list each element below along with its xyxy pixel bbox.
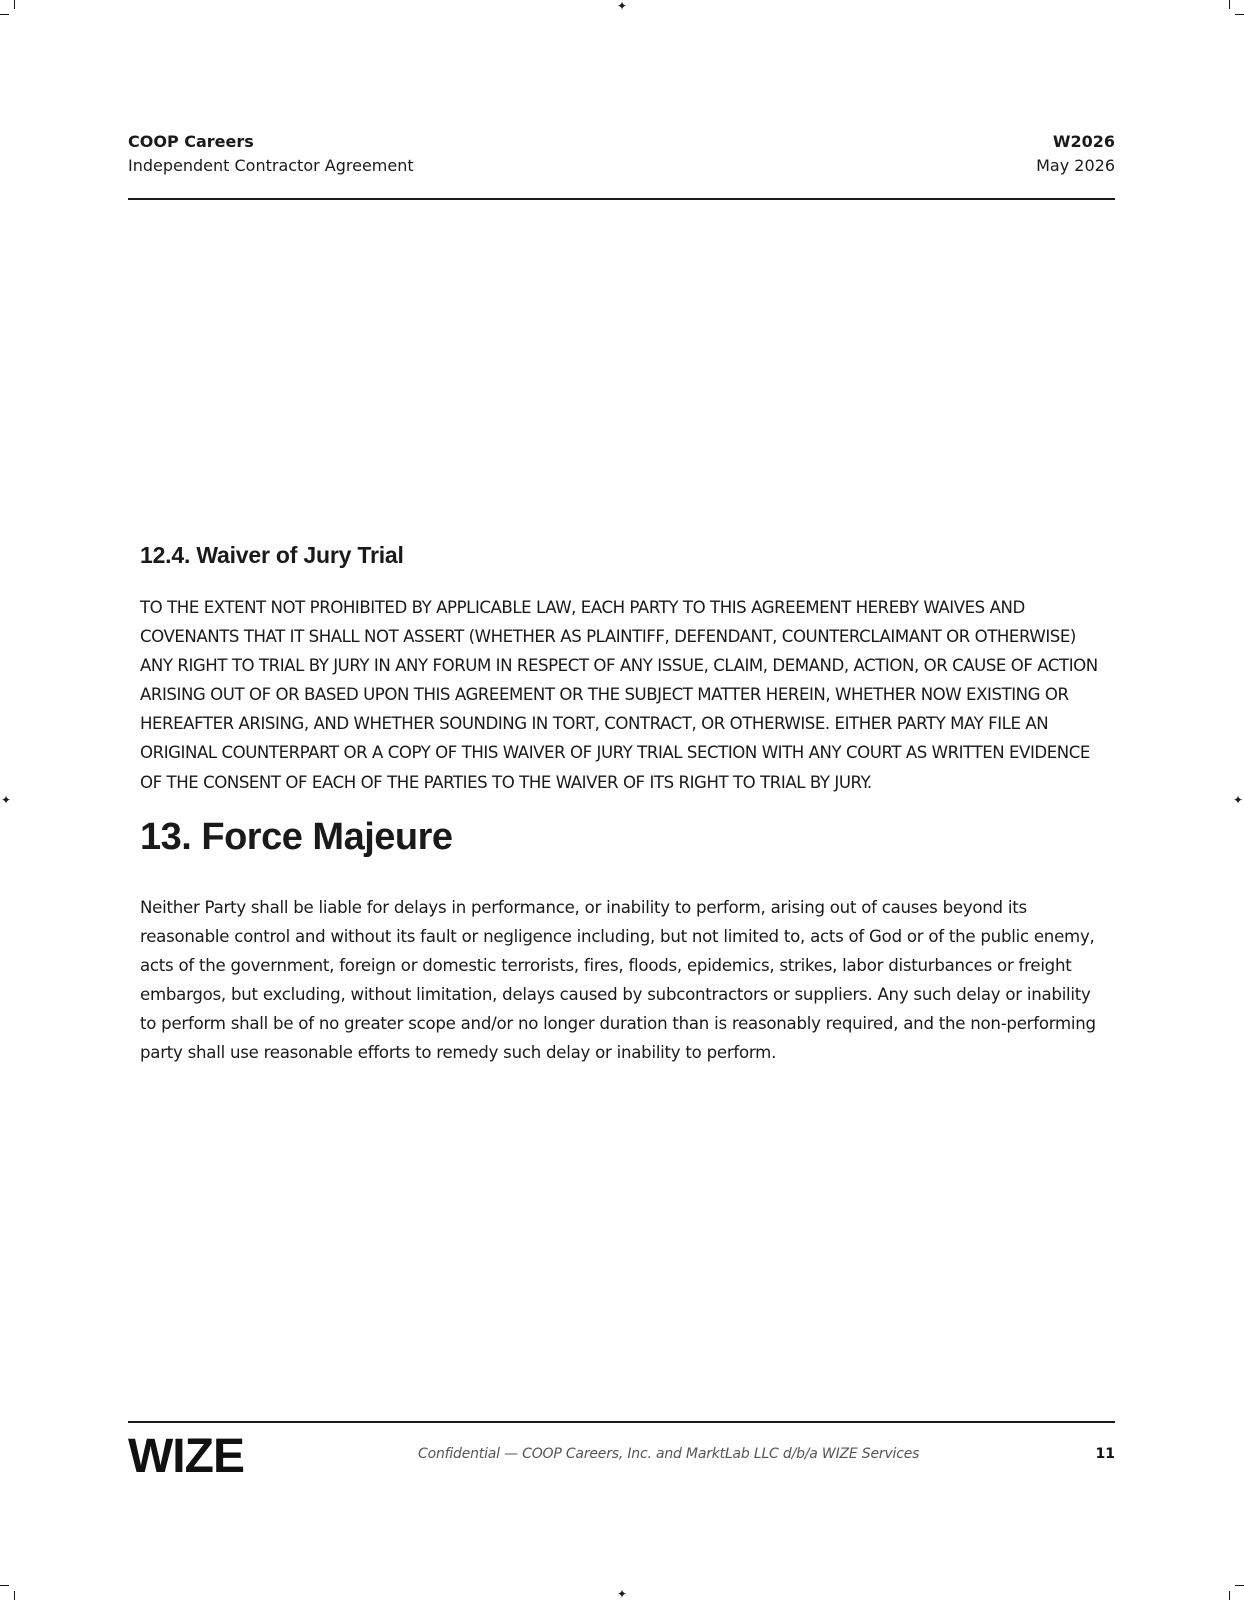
document-date: May 2026 [1036, 156, 1115, 175]
crop-mark-bottom-left-v [14, 1591, 15, 1600]
crop-mark-bottom-right-v [1229, 1591, 1230, 1600]
registration-mark-bottom: ✦ [616, 1587, 628, 1601]
header-right [1036, 130, 1115, 178]
registration-mark-left: ✦ [0, 793, 12, 807]
crop-mark-top-left-h [0, 14, 9, 15]
header-left [128, 130, 414, 178]
registration-mark-right: ✦ [1232, 793, 1244, 807]
document-code: W2026 [1052, 132, 1115, 151]
crop-mark-bottom-right-h [1235, 1585, 1244, 1586]
document-title: Independent Contractor Agreement [128, 156, 414, 175]
page-footer [128, 1421, 1115, 1481]
crop-mark-top-right-h [1235, 14, 1244, 15]
confidential-note: Confidential — COOP Careers, Inc. and MarktLab LLC d/b/a WIZE Services [418, 1446, 920, 1462]
section-12-4-heading: 12.4. Waiver of Jury Trial [140, 542, 404, 568]
registration-mark-top: ✦ [616, 0, 628, 13]
page-header [128, 130, 1115, 200]
wize-logo: WIZE [128, 1430, 244, 1483]
section-13-text: Neither Party shall be liable for delays in performance, or inability to perform, arising out of causes beyond its reasonable control and without its fault or negligence including, but not limited to, acts of God or of the public enemy, acts of the government, foreign or domestic terrorists, fires, floods, epidemics, strikes, labor disturbances or freight embargos, but excluding, without limitation, delays caused by subcontractors or suppliers. Any such delay or inability to perform shall be of no greater scope and/or no longer duration than is reasonably required, and the non-performing party shall use reasonable efforts to remedy such delay or inability to perform. [140, 897, 1096, 1063]
page-number: 11 [1095, 1446, 1115, 1462]
crop-mark-bottom-left-h [0, 1585, 9, 1586]
crop-mark-top-right-v [1229, 0, 1230, 9]
page-content [140, 538, 1104, 1067]
company-name: COOP Careers [128, 132, 254, 151]
section-12-4-text: TO THE EXTENT NOT PROHIBITED BY APPLICABLE LAW, EACH PARTY TO THIS AGREEMENT HEREBY WAIVES AND COVENANTS THAT IT SHALL NOT ASSERT (WHETHER AS PLAINTIFF, DEFENDANT, COUNTERCLAIMANT OR OTHERWISE) ANY RIGHT TO TRIAL BY JURY IN ANY FORUM IN RESPECT OF ANY ISSUE, CLAIM, DEMAND, ACTION, OR CAUSE OF ACTION ARISING OUT OF OR BASED UPON THIS AGREEMENT OR THE SUBJECT MATTER HEREIN, WHETHER NOW EXISTING OR HEREAFTER ARISING, AND WHETHER SOUNDING IN TORT, CONTRACT, OR OTHERWISE. EITHER PARTY MAY FILE AN ORIGINAL COUNTERPART OR A COPY OF THIS WAIVER OF JURY TRIAL SECTION WITH ANY COURT AS WRITTEN EVIDENCE OF THE CONSENT OF EACH OF THE PARTIES TO THE WAIVER OF ITS RIGHT TO TRIAL BY JURY. [140, 598, 1098, 792]
crop-mark-top-left-v [14, 0, 15, 9]
section-13-heading: 13. Force Majeure [140, 815, 453, 858]
